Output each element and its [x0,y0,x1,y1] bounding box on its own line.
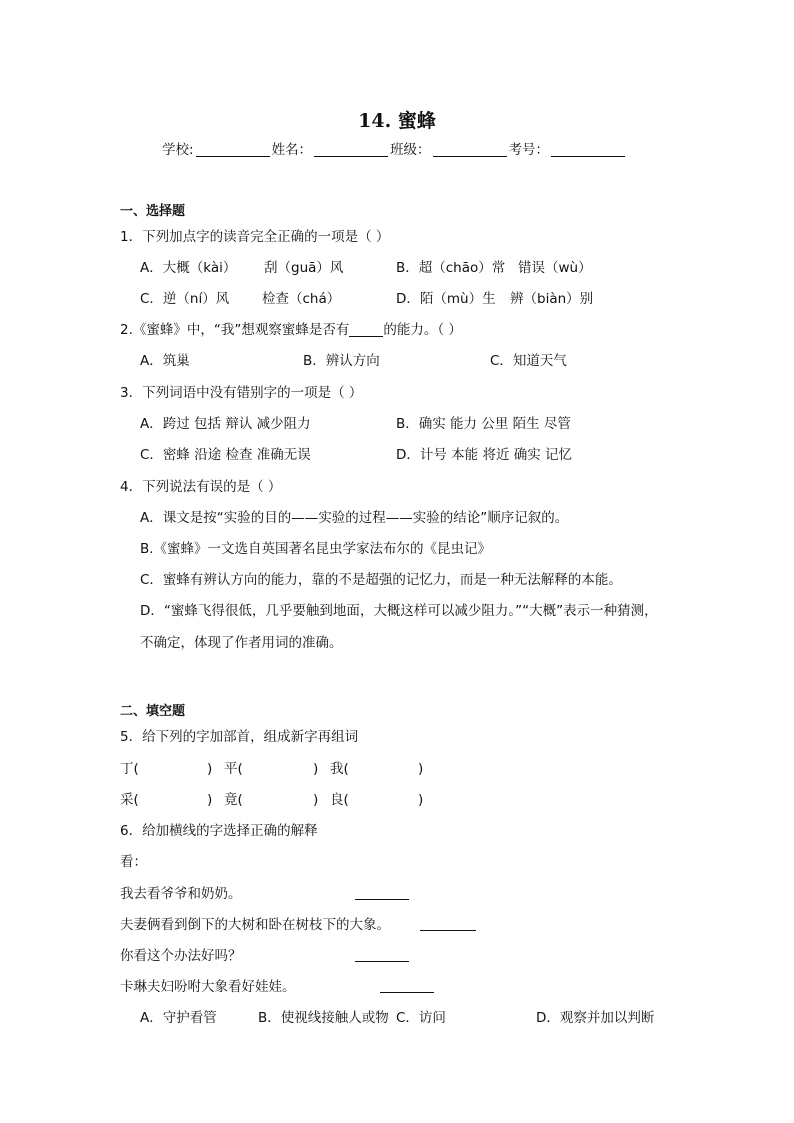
q5-row2-char3: 良( [330,792,349,808]
q3-option-d[interactable]: D．计号 本能 将近 确实 记忆 [396,447,573,463]
name-blank[interactable] [314,142,388,157]
q6-answer-blank-3[interactable] [355,947,409,962]
q5-row2-close2: ) [313,792,319,808]
q5-row2-char2: 竟( [224,792,243,808]
q6-answer-blank-4[interactable] [380,978,434,993]
q5-row1-char3: 我( [330,761,349,777]
q4-option-d[interactable]: D．“蜜蜂飞得很低，几乎要触到地面，大概这样可以减少阻力。”“大概”表示一种猜测， [140,603,658,619]
q3-option-a[interactable]: A．跨过 包括 辩认 减少阻力 [140,416,311,432]
q6-sentence-2: 夫妻俩看到倒下的大树和卧在树枝下的大象。 [120,917,390,933]
name-label: 姓名： [271,142,313,158]
q1-option-a[interactable]: A．大概（kài） [140,260,237,276]
class-label: 班级： [390,142,431,158]
q1-option-c-word2: 检查（chá） [262,291,341,307]
q5-row1-char1: 丁( [120,761,139,777]
q3-option-b[interactable]: B．确实 能力 公里 陌生 尽管 [396,416,571,432]
q1-option-b[interactable]: B．超（chāo）常 [396,260,506,276]
q1-option-b-word2: 错误（wù） [518,260,592,276]
q5-stem: 5．给下列的字加部首，组成新字再组词 [120,729,359,745]
q6-answer-blank-1[interactable] [355,885,409,900]
q5-row1-close1: ) [207,761,213,777]
school-label: 学校: [162,142,194,158]
number-blank[interactable] [551,142,625,157]
q6-sentence-1: 我去看爷爷和奶奶。 [120,886,242,902]
q5-row2-close3: ) [418,792,424,808]
q3-option-c[interactable]: C．密蜂 沿途 检查 准确无误 [140,447,311,463]
q4-option-a[interactable]: A．课文是按“实验的目的——实验的过程——实验的结论”顺序记叙的。 [140,510,569,526]
q4-option-d-cont: 不确定，体现了作者用词的准确。 [140,635,343,651]
q2-option-a[interactable]: A．筑巢 [140,353,190,369]
q2-stem [120,321,462,339]
q2-stem-pre: 2.《蜜蜂》中，“我”想观察蜜蜂是否有 [120,322,350,338]
q2-blank[interactable] [349,322,383,337]
q4-option-b[interactable]: B.《蜜蜂》一文选自英国著名昆虫学家法布尔的《昆虫记》 [140,541,492,557]
q3-stem: 3．下列词语中没有错别字的一项是（ ） [120,385,363,401]
q2-option-c[interactable]: C．知道天气 [490,353,567,369]
section-heading-choice: 一、选择题 [120,204,186,219]
q5-row1-char2: 平( [224,761,243,777]
q5-row2-close1: ) [207,792,213,808]
q6-option-a[interactable]: A．守护看管 [140,1010,217,1026]
q1-option-d[interactable]: D．陌（mù）生 [396,291,496,307]
section-heading-fill: 二、填空题 [120,704,186,719]
q5-row1-close3: ) [418,761,424,777]
q6-option-b[interactable]: B．使视线接触人或物 [258,1010,389,1026]
q5-row2-char1: 采( [120,792,139,808]
q1-option-c[interactable]: C．逆（ní）风 [140,291,230,307]
q5-row1-close2: ) [313,761,319,777]
q6-sentence-4: 卡琳夫妇吩咐大象看好娃娃。 [120,979,296,995]
class-blank[interactable] [433,142,507,157]
q6-option-c[interactable]: C．访问 [396,1010,446,1026]
q6-option-d[interactable]: D．观察并加以判断 [536,1010,655,1026]
page-title: 14. 蜜蜂 [358,110,436,132]
q6-stem: 6．给加横线的字选择正确的解释 [120,823,318,839]
q6-sentence-3: 你看这个办法好吗？ [120,948,242,964]
q2-option-b[interactable]: B．辨认方向 [303,353,380,369]
q1-option-a-word2: 刮（guā）风 [264,260,344,276]
q1-stem: 1．下列加点字的读音完全正确的一项是（ ） [120,229,390,245]
number-label: 考号： [508,142,550,158]
q1-option-d-word2: 辨（biàn）别 [510,291,594,307]
school-blank[interactable] [196,142,270,157]
q4-option-c[interactable]: C．蜜蜂有辨认方向的能力，靠的不是超强的记忆力，而是一种无法解释的本能。 [140,572,622,588]
student-info-line [162,138,627,158]
q2-stem-post: 的能力。（ ） [383,322,462,338]
q6-target-word: 看： [120,854,147,870]
q6-answer-blank-2[interactable] [420,916,476,931]
q4-stem: 4．下列说法有误的是（ ） [120,479,282,495]
